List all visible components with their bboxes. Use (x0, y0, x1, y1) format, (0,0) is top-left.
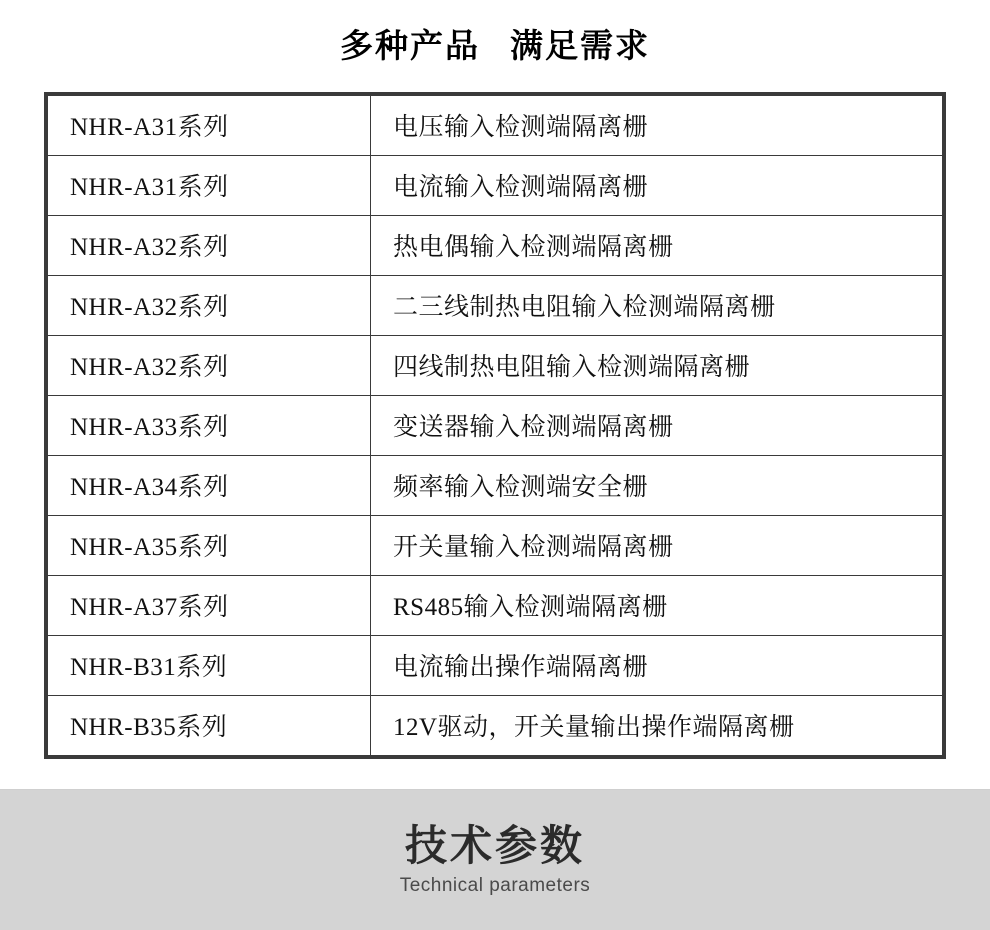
cell-model: NHR-B31系列 (48, 635, 371, 695)
cell-description: 电流输出操作端隔离栅 (371, 635, 943, 695)
band-content (0, 790, 990, 930)
product-table-container (44, 92, 946, 759)
cell-model: NHR-A32系列 (48, 215, 371, 275)
page-title-left: 多种产品 (340, 27, 480, 64)
table-row (48, 395, 943, 455)
cell-model: NHR-A33系列 (48, 395, 371, 455)
table-row (48, 95, 943, 155)
section-title-en: Technical parameters (399, 875, 591, 897)
table-row (48, 575, 943, 635)
cell-description: 电压输入检测端隔离栅 (371, 95, 943, 155)
cell-model: NHR-A31系列 (48, 95, 371, 155)
table-row (48, 275, 943, 335)
cell-description: 12V驱动，开关量输出操作端隔离栅 (371, 695, 943, 755)
cell-model: NHR-A31系列 (48, 155, 371, 215)
section-title-cn: 技术参数 (404, 821, 585, 869)
table-row (48, 215, 943, 275)
cell-description: 热电偶输入检测端隔离栅 (371, 215, 943, 275)
page-title (0, 0, 990, 66)
cell-description: RS485输入检测端隔离栅 (371, 575, 943, 635)
cell-model: NHR-B35系列 (48, 695, 371, 755)
cell-description: 四线制热电阻输入检测端隔离栅 (371, 335, 943, 395)
table-row (48, 155, 943, 215)
cell-model: NHR-A34系列 (48, 455, 371, 515)
table-row (48, 335, 943, 395)
table-row (48, 455, 943, 515)
cell-model: NHR-A32系列 (48, 335, 371, 395)
page-title-right: 满足需求 (510, 27, 650, 64)
table-row (48, 695, 943, 755)
cell-description: 频率输入检测端安全栅 (371, 455, 943, 515)
cell-model: NHR-A35系列 (48, 515, 371, 575)
product-table (47, 95, 943, 756)
cell-model: NHR-A37系列 (48, 575, 371, 635)
technical-parameters-band (0, 789, 990, 930)
cell-description: 二三线制热电阻输入检测端隔离栅 (371, 275, 943, 335)
table-row (48, 515, 943, 575)
cell-model: NHR-A32系列 (48, 275, 371, 335)
cell-description: 变送器输入检测端隔离栅 (371, 395, 943, 455)
product-table-body (48, 95, 943, 755)
table-row (48, 635, 943, 695)
cell-description: 电流输入检测端隔离栅 (371, 155, 943, 215)
cell-description: 开关量输入检测端隔离栅 (371, 515, 943, 575)
